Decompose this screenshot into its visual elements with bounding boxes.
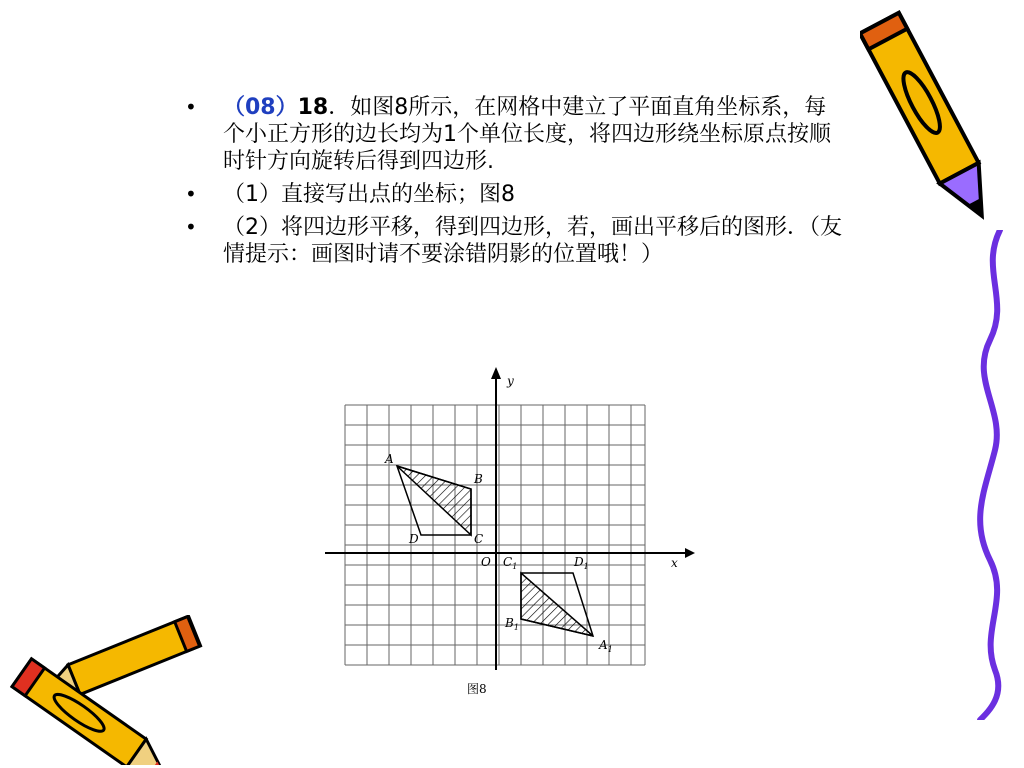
label-origin: O [481, 555, 491, 569]
bullet-item-3 [185, 214, 845, 268]
squiggle-line-icon [950, 230, 1020, 720]
label-d1: $D_1$ [574, 555, 589, 571]
problem-statement: ．如图8所示，在网格中建立了平面直角坐标系，每个小正方形的边长均为1个单位长度，将四边形绕坐标原点按顺时针方向旋转后得到四边形. [223, 95, 831, 174]
label-b: B [474, 472, 483, 486]
label-a: A [385, 452, 394, 466]
label-d: D [409, 532, 419, 546]
bullet-dot: • [185, 215, 197, 239]
figure-caption: 图8 [467, 682, 487, 696]
label-x-axis: x [671, 556, 678, 570]
y-axis-arrow [491, 367, 501, 379]
label-b1: $B_1$ [505, 616, 519, 632]
bullet-dot: • [185, 182, 197, 206]
bullet-dot: • [185, 95, 197, 119]
problem-text [185, 94, 845, 274]
bullet-item-2 [185, 181, 845, 208]
pencil-icon [860, 0, 1005, 245]
crossed-pencils-icon [0, 615, 210, 765]
problem-source: （08） [223, 95, 298, 120]
label-y-axis: y [507, 374, 514, 388]
label-c1: $C_1$ [503, 555, 518, 571]
question-2: （2）将四边形平移，得到四边形，若，画出平移后的图形．（友情提示：画图时请不要涂错阴影的位置哦！） [223, 215, 842, 267]
label-c: C [474, 532, 484, 546]
label-a1: $A_1$ [599, 638, 613, 654]
bullet-item-1 [185, 94, 845, 175]
problem-number: 18 [297, 95, 329, 120]
x-axis-arrow [685, 548, 695, 558]
question-1: （1）直接写出点的坐标；图8 [223, 182, 515, 207]
coordinate-grid-figure [315, 365, 695, 675]
